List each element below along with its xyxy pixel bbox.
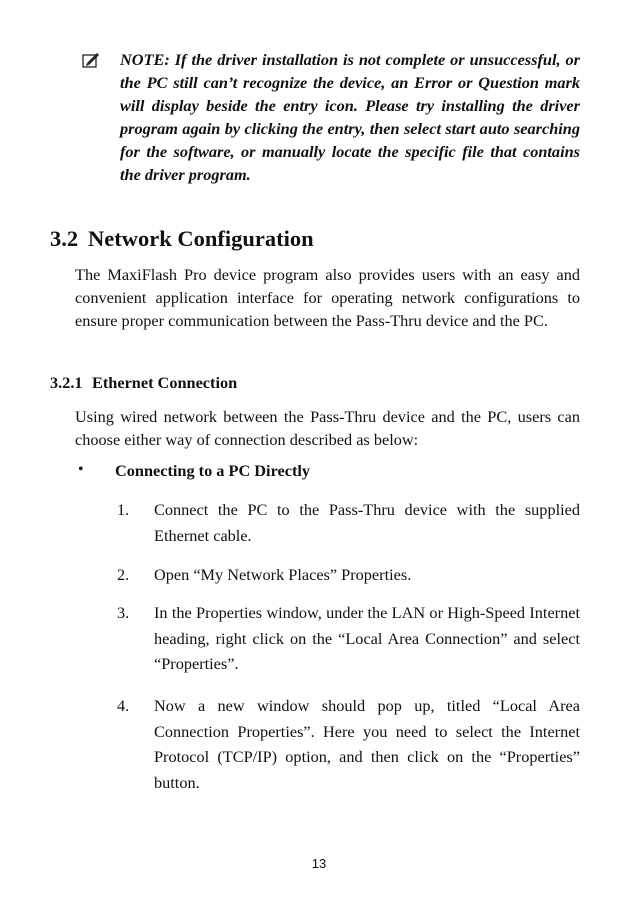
subsection-heading <box>50 373 237 393</box>
subsection-number: 3.2.1 <box>50 373 83 392</box>
step-text: Open “My Network Places” Properties. <box>154 565 412 584</box>
page-number: 13 <box>311 856 327 871</box>
step-number: 3. <box>117 603 130 622</box>
bullet-symbol: • <box>78 461 84 478</box>
subsection-paragraph: Using wired network between the Pass-Thru device and the PC, users can choose either way of connection described as below: <box>75 407 580 450</box>
step-number: 4. <box>117 696 130 715</box>
step-text: Now a new window should pop up, titled “Local Area Connection Properties”. Here you need to select the Internet Protocol (TCP/IP) option, and then click on the “Properties” button. <box>154 696 580 792</box>
step-text: Connect the PC to the Pass-Thru device with the supplied Ethernet cable. <box>154 500 580 545</box>
pencil-note-icon <box>82 52 100 68</box>
bullet-label: Connecting to a PC Directly <box>115 461 311 480</box>
section-paragraph: The MaxiFlash Pro device program also provides users with an easy and convenient application interface for operating network configurations to ensure proper communication between the Pass-Thru device and the PC. <box>75 265 580 331</box>
step-text: In the Properties window, under the LAN or High-Speed Internet heading, right click on the “Local Area Connection” and select “Properties”. <box>154 603 580 674</box>
section-title: Network Configuration <box>88 226 314 251</box>
step-number: 1. <box>117 500 130 519</box>
note-text: NOTE: If the driver installation is not complete or unsuccessful, or the PC still can’t recognize the device, an Error or Question mark will display beside the entry icon. Please try installing the driver program again by clicking the entry, then select start auto searching for the software, or manually locate the specific file that contains the driver program. <box>120 50 580 185</box>
section-number: 3.2 <box>50 226 79 251</box>
step-number: 2. <box>117 565 130 584</box>
subsection-title: Ethernet Connection <box>92 373 238 392</box>
section-heading <box>50 226 314 252</box>
